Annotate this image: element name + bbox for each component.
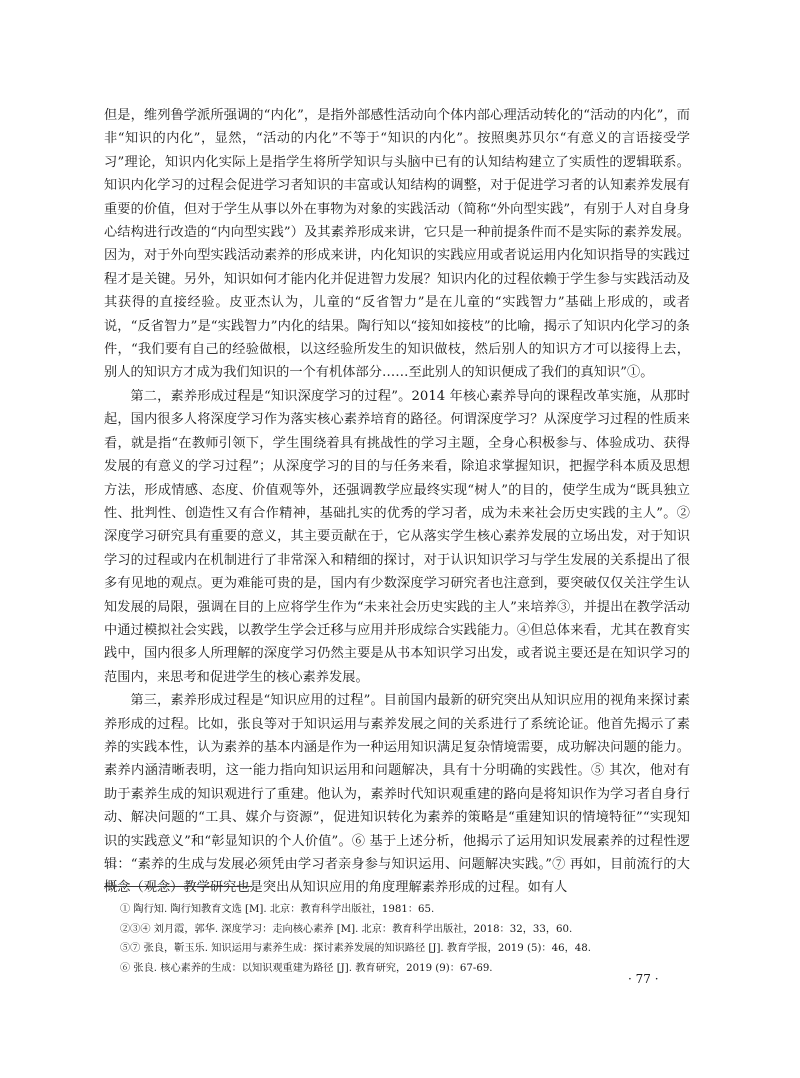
footnote-1: ① 陶行知. 陶行知教育文选 [M]. 北京：教育科学出版社，1981：65. xyxy=(120,904,435,915)
page-number: · 77 · xyxy=(628,972,659,986)
footnote-4: ⑥ 张良. 核心素养的生成：以知识观重建为路径 [J]. 教育研究，2019 (9)：67-69. xyxy=(120,962,493,974)
paragraph-1: 但是，维列鲁学派所强调的“内化”，是指外部感性活动向个体内部心理活动转化的“活动的内化”，而非“知识的内化”，显然，“活动的内化”不等于“知识的内化”。按照奥苏贝尔“有意义的言语接受学习”理论，知识内化实际上是指学生将所学知识与头脑中已有的认知结构建立了实质性的逻辑联系。知识内化学习的过程会促进学习者知识的丰富或认知结构的调整，对于促进学习者的认知素养发展有重要的价值，但对于学生从事以外在事物为对象的实践活动（简称“外向型实践”，有别于人对自身身心结构进行改造的“内向型实践”）及其素养形成来讲，它只是一种前提条件而不是实际的素养发展。因为，对于外向型实践活动素养的形成来讲，内化知识的实践应用或者说运用内化知识指导的实践过程才是关键。另外，知识如何才能内化并促进智力发展？知识内化的过程依赖于学生参与实践活动及其获得的直接经验。皮亚杰认为，儿童的“反省智力”是在儿童的“实践智力”基础上形成的，或者说，“反省智力”是“实践智力”内化的结果。陶行知以“接知如接枝”的比喻，揭示了知识内化学习的条件，“我们要有自己的经验做根，以这经验所发生的知识做枝，然后别人的知识方才可以接得上去，别人的知识方才成为我们知识的一个有机体部分……至此别人的知识便成了我们的真知识”①。 xyxy=(104,108,690,381)
paragraph-3: 第三，素养形成过程是“知识应用的过程”。目前国内最新的研究突出从知识应用的视角来探讨素养形成的过程。比如，张良等对于知识运用与素养发展之间的关系进行了系统论证。他首先揭示了素养的实践本性，认为素养的基本内涵是作为一种运用知识满足复杂情境需要，成功解决问题的能力。素养内涵清晰表明，这一能力指向知识运用和问题解决，具有十分明确的实践性。⑤ 其次，他对有助于素养生成的知识观进行了重建。他认为，素养时代知识观重建的路向是将知识作为学习者自身行动、解决问题的“工具、媒介与资源”，促进知识转化为素养的策略是“重建知识的情境特征”“实现知识的实践意义”和“彰显知识的个人价值”。⑥ 基于上述分析，他揭示了运用知识发展素养的过程性逻辑：“素养的生成与发展必须凭由学习者亲身参与知识运用、问题解决实践。”⑦ 再如，目前流行的大概念（观念）教学研究也是突出从知识应用的角度理解素养形成的过程。如有人 xyxy=(104,693,690,896)
footnotes xyxy=(120,900,680,978)
footnote-divider xyxy=(104,886,252,887)
body-text xyxy=(104,104,690,900)
footnote-2: ②③④ 刘月霞，郭华. 深度学习：走向核心素养 [M]. 北京：教育科学出版社，2018：32，33，60. xyxy=(120,923,573,935)
paragraph-2: 第二，素养形成过程是“知识深度学习的过程”。2014 年核心素养导向的课程改革实施，从那时起，国内很多人将深度学习作为落实核心素养培育的路径。何谓深度学习？从深度学习过程的性质来看，就是指“在教师引领下，学生围绕着具有挑战性的学习主题，全身心积极参与、体验成功、获得发展的有意义的学习过程”；从深度学习的目的与任务来看，除追求掌握知识，把握学科本质及思想方法，形成情感、态度、价值观等外，还强调教学应最终实现“树人”的目的，使学生成为“既具独立性、批判性、创造性又有合作精神，基础扎实的优秀的学习者，成为未来社会历史实践的主人”。② 深度学习研究具有重要的意义，其主要贡献在于，它从落实学生核心素养发展的立场出发，对于知识学习的过程或内在机制进行了非常深入和精细的探讨，对于认识知识学习与学生发展的关系提出了很多有见地的观点。更为难能可贵的是，国内有少数深度学习研究者也注意到，要突破仅仅关注学生认知发展的局限，强调在目的上应将学生作为“未来社会历史实践的主人”来培养③，并提出在教学活动中通过模拟社会实践，以教学生学会迁移与应用并形成综合实践能力。④但总体来看，尤其在教育实践中，国内很多人所理解的深度学习仍然主要是从书本知识学习出发，或者说主要还是在知识学习的范围内，来思考和促进学生的核心素养发展。 xyxy=(104,388,690,685)
footnote-3: ⑤⑦ 张良，靳玉乐. 知识运用与素养生成：探讨素养发展的知识路径 [J]. 教育学报，2019 (5)：46，48. xyxy=(120,943,591,955)
